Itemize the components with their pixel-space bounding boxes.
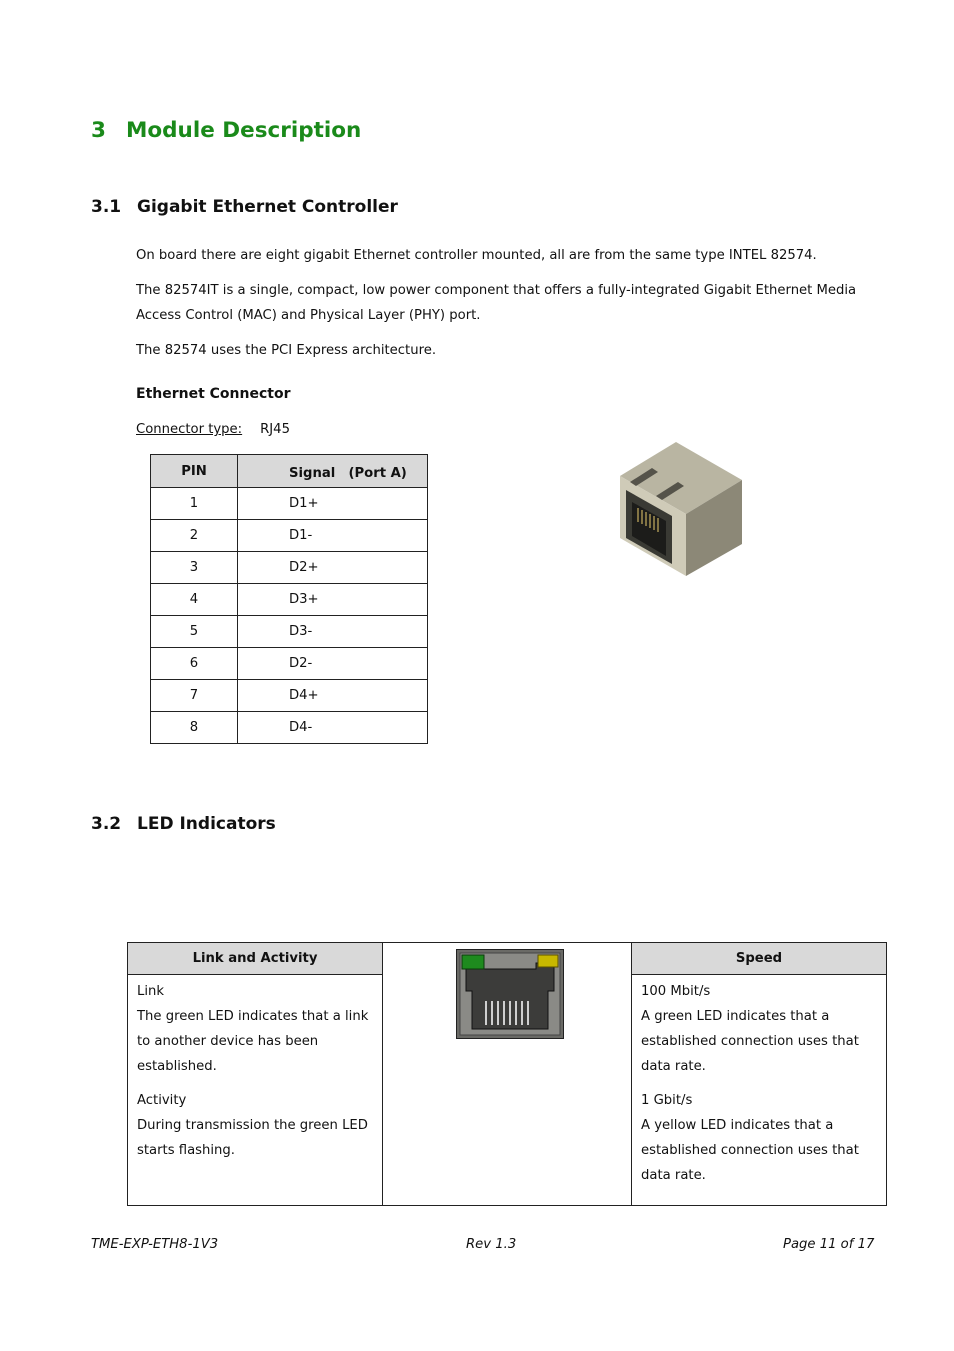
speed-100-item — [641, 979, 877, 1079]
table-row — [151, 584, 428, 616]
pin-cell: 8 — [151, 712, 238, 744]
pin-cell: 2 — [151, 520, 238, 552]
rj45-connector-image — [612, 438, 748, 578]
link-text: The green LED indicates that a link to another device has been established. — [137, 1009, 369, 1074]
pin-cell: 1 — [151, 488, 238, 520]
speed-1g-title: 1 Gbit/s — [641, 1093, 693, 1108]
footer-doc-id: TME-EXP-ETH8-1V3 — [91, 1237, 219, 1252]
speed-cell — [632, 975, 887, 1206]
signal-header: Signal (Port A) — [238, 455, 428, 488]
paragraph-1: On board there are eight gigabit Ethernet controller mounted, all are from the same type INTEL 82574. — [136, 248, 817, 263]
speed-100-title: 100 Mbit/s — [641, 984, 711, 999]
activity-title: Activity — [137, 1093, 187, 1108]
subsection-title: LED Indicators — [137, 814, 276, 834]
speed-header: Speed — [632, 943, 887, 975]
signal-cell: D3- — [238, 616, 428, 648]
led-table — [127, 942, 887, 1206]
pin-cell: 6 — [151, 648, 238, 680]
table-row — [151, 648, 428, 680]
table-row — [151, 552, 428, 584]
connector-type-value: RJ45 — [260, 422, 290, 437]
section-title: Module Description — [126, 118, 362, 143]
rj45-led-diagram — [456, 949, 564, 1039]
pin-cell: 7 — [151, 680, 238, 712]
speed-1g-item — [641, 1088, 877, 1188]
table-row — [151, 488, 428, 520]
link-title: Link — [137, 984, 165, 999]
pin-cell: 5 — [151, 616, 238, 648]
signal-cell: D1- — [238, 520, 428, 552]
subsection-number: 3.2 — [91, 814, 122, 834]
link-activity-cell — [128, 975, 383, 1206]
subsection-heading-3-2 — [91, 814, 276, 834]
signal-cell: D2- — [238, 648, 428, 680]
signal-cell: D2+ — [238, 552, 428, 584]
table-row — [151, 680, 428, 712]
footer-page-number: Page 11 of 17 — [783, 1237, 875, 1252]
subsection-number: 3.1 — [91, 197, 122, 217]
ethernet-connector-heading: Ethernet Connector — [136, 386, 291, 402]
pin-header: PIN — [151, 455, 238, 488]
paragraph-3: The 82574 uses the PCI Express architecture. — [136, 343, 437, 358]
paragraph-2: The 82574IT is a single, compact, low power component that offers a fully-integrated Gigabit Ethernet Media Access Control (MAC) and Physical Layer (PHY) port. — [136, 283, 857, 323]
section-heading — [91, 118, 361, 143]
led-image-cell — [383, 943, 632, 1206]
section-number: 3 — [91, 118, 106, 143]
table-row — [151, 616, 428, 648]
footer-revision: Rev 1.3 — [466, 1237, 517, 1252]
connector-type — [136, 422, 290, 437]
activity-item — [137, 1088, 373, 1163]
table-row — [151, 520, 428, 552]
pin-table — [150, 454, 428, 744]
yellow-led-icon — [538, 955, 558, 967]
pin-cell: 4 — [151, 584, 238, 616]
subsection-heading-3-1 — [91, 197, 398, 217]
activity-text: During transmission the green LED starts flashing. — [137, 1118, 368, 1158]
speed-1g-text: A yellow LED indicates that a established connection uses that data rate. — [641, 1118, 859, 1183]
signal-cell: D4- — [238, 712, 428, 744]
speed-100-text: A green LED indicates that a established connection uses that data rate. — [641, 1009, 859, 1074]
link-item — [137, 979, 373, 1079]
pin-cell: 3 — [151, 552, 238, 584]
green-led-icon — [462, 955, 484, 969]
link-activity-header: Link and Activity — [128, 943, 383, 975]
connector-type-label: Connector type: — [136, 422, 243, 437]
table-row — [151, 712, 428, 744]
subsection-title: Gigabit Ethernet Controller — [137, 197, 398, 217]
signal-cell: D1+ — [238, 488, 428, 520]
signal-cell: D4+ — [238, 680, 428, 712]
signal-cell: D3+ — [238, 584, 428, 616]
